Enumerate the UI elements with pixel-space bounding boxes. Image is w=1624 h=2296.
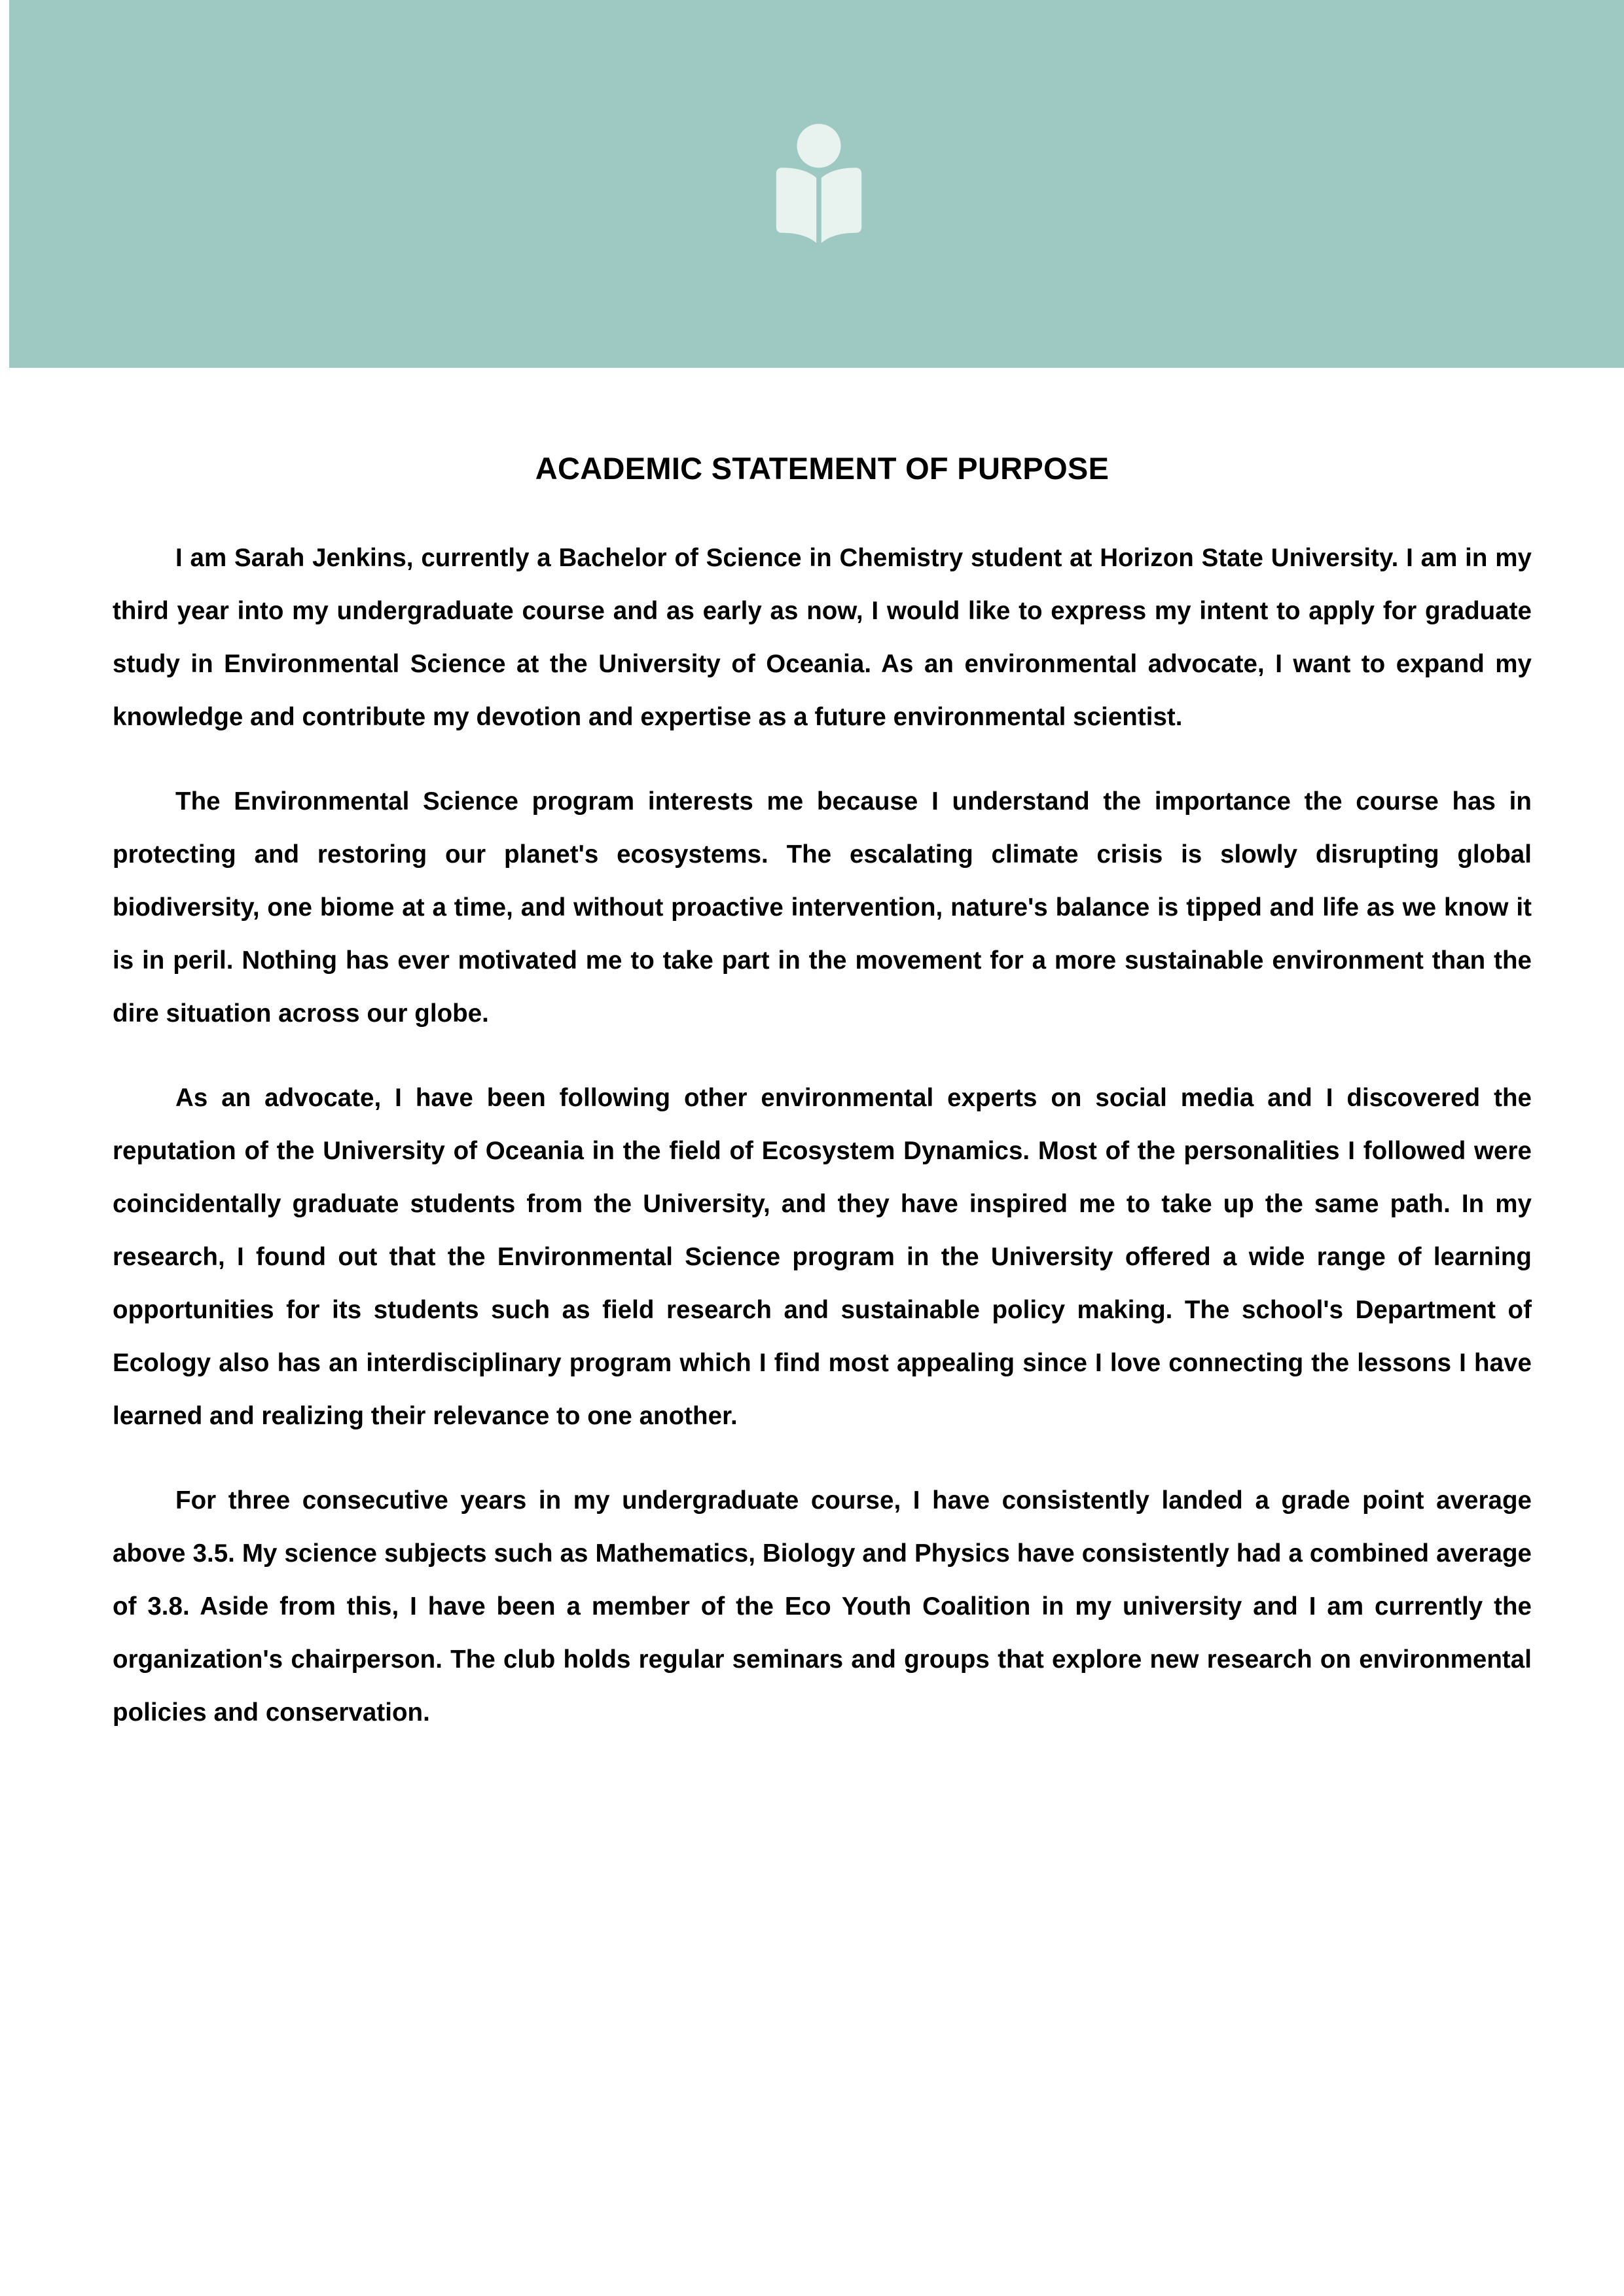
statement-paragraph-3: As an advocate, I have been following other environmental experts on social media and I discovered the reputation of the University of Oceania in the field of Ecosystem Dynamics. Most of the personalities I followed were coincidentally graduate students from the University, and they have inspired me to take up the same path. In my research, I found out that the Environmental Science program in the University offered a wide range of learning opportunities for its students such as field research and sustainable policy making. The school's Department of Ecology also has an interdisciplinary program which I find most appealing since I love connecting the lessons I have learned and realizing their relevance to one another.	[113, 1083, 1532, 1430]
statement-paragraphs	[113, 531, 1532, 1739]
statement-paragraph-1: I am Sarah Jenkins, currently a Bachelor of Science in Chemistry student at Horizon State University. I am in my third year into my undergraduate course and as early as now, I would like to express my intent to apply for graduate study in Environmental Science at the University of Oceania. As an environmental advocate, I want to expand my knowledge and contribute my devotion and expertise as a future environmental scientist.	[113, 543, 1532, 731]
page-title: ACADEMIC STATEMENT OF PURPOSE	[535, 451, 1110, 486]
person-reading-book-icon	[744, 112, 894, 262]
document-content	[113, 368, 1532, 1739]
header-banner	[9, 0, 1624, 368]
statement-paragraph-4: For three consecutive years in my undergraduate course, I have consistently landed a grade point average above 3.5. My science subjects such as Mathematics, Biology and Physics have consistently had a combined average of 3.8. Aside from this, I have been a member of the Eco Youth Coalition in my university and I am currently the organization's chairperson. The club holds regular seminars and groups that explore new research on environmental policies and conservation.	[113, 1486, 1532, 1727]
statement-paragraph-2: The Environmental Science program interests me because I understand the importance the course has in protecting and restoring our planet's ecosystems. The escalating climate crisis is slowly disrupting global biodiversity, one biome at a time, and without proactive intervention, nature's balance is tipped and life as we know it is in peril. Nothing has ever motivated me to take part in the movement for a more sustainable environment than the dire situation across our globe.	[113, 787, 1532, 1028]
